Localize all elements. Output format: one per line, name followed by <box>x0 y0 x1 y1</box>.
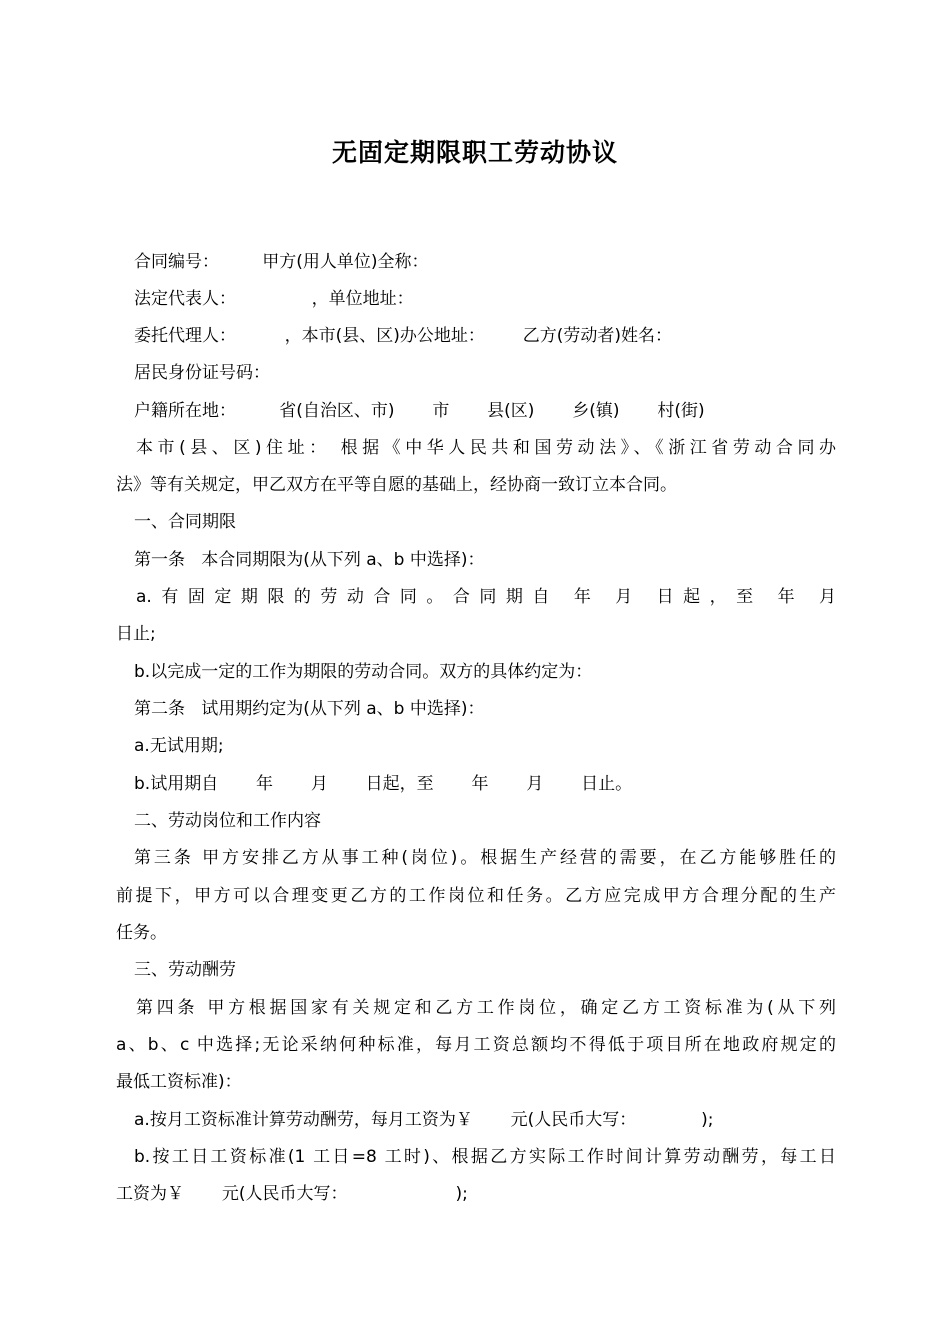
household-registration-line: 户籍所在地： 省(自治区、市) 市 县(区) 乡(镇) 村(街) <box>134 401 705 421</box>
article-4-option-b-line-1: b.按工日工资标准(1 工日=8 工时)、根据乙方实际工作时间计算劳动酬劳，每工日 <box>134 1147 836 1167</box>
contract-number-line: 合同编号： 甲方(用人单位)全称： <box>134 252 429 272</box>
section-heading-pay: 三、劳动酬劳 <box>134 960 236 980</box>
article-4-option-a: a.按月工资标准计算劳动酬劳，每月工资为￥ 元(人民币大写： ); <box>134 1110 714 1130</box>
document-title: 无固定期限职工劳动协议 <box>331 138 618 167</box>
article-2-option-a: a.无试用期; <box>134 736 224 756</box>
article-3-line-2: 前提下，甲方可以合理变更乙方的工作岗位和任务。乙方应完成甲方合理分配的生产 <box>116 886 836 906</box>
article-1-option-a-end: 日止; <box>116 624 156 644</box>
section-heading-position: 二、劳动岗位和工作内容 <box>134 811 321 831</box>
residence-address-line: 本市(县、区)住址： 根据《中华人民共和国劳动法》、《浙江省劳动合同办 <box>136 438 836 458</box>
id-number-line: 居民身份证号码： <box>134 363 270 383</box>
article-3-line-1: 第三条 甲方安排乙方从事工种(岗位)。根据生产经营的需要，在乙方能够胜任的 <box>134 848 836 868</box>
section-heading-term: 一、合同期限 <box>134 512 236 532</box>
article-4-line-1: 第四条 甲方根据国家有关规定和乙方工作岗位，确定乙方工资标准为(从下列 <box>136 998 836 1018</box>
article-1-heading: 第一条 本合同期限为(从下列 a、b 中选择)： <box>134 550 485 570</box>
article-1-option-b: b.以完成一定的工作为期限的劳动合同。双方的具体约定为： <box>134 662 593 682</box>
legal-basis-line: 法》等有关规定，甲乙双方在平等自愿的基础上，经协商一致订立本合同。 <box>116 475 677 495</box>
article-4-option-b-line-2: 工资为￥ 元(人民币大写： ); <box>116 1184 468 1204</box>
legal-representative-line: 法定代表人： ，单位地址： <box>134 289 414 309</box>
agent-line: 委托代理人： ，本市(县、区)办公地址： 乙方(劳动者)姓名： <box>134 326 672 346</box>
article-2-heading: 第二条 试用期约定为(从下列 a、b 中选择)： <box>134 699 485 719</box>
article-4-line-3: 最低工资标准)： <box>116 1072 242 1092</box>
article-4-line-2: a、b、c 中选择;无论采纳何种标准，每月工资总额均不得低于项目所在地政府规定的 <box>116 1035 836 1055</box>
article-3-line-3: 任务。 <box>116 923 167 943</box>
article-2-option-b: b.试用期自 年 月 日起，至 年 月 日止。 <box>134 774 633 794</box>
article-1-option-a: a.有固定期限的劳动合同。合同期自 年 月 日起，至 年 月 <box>136 587 836 607</box>
